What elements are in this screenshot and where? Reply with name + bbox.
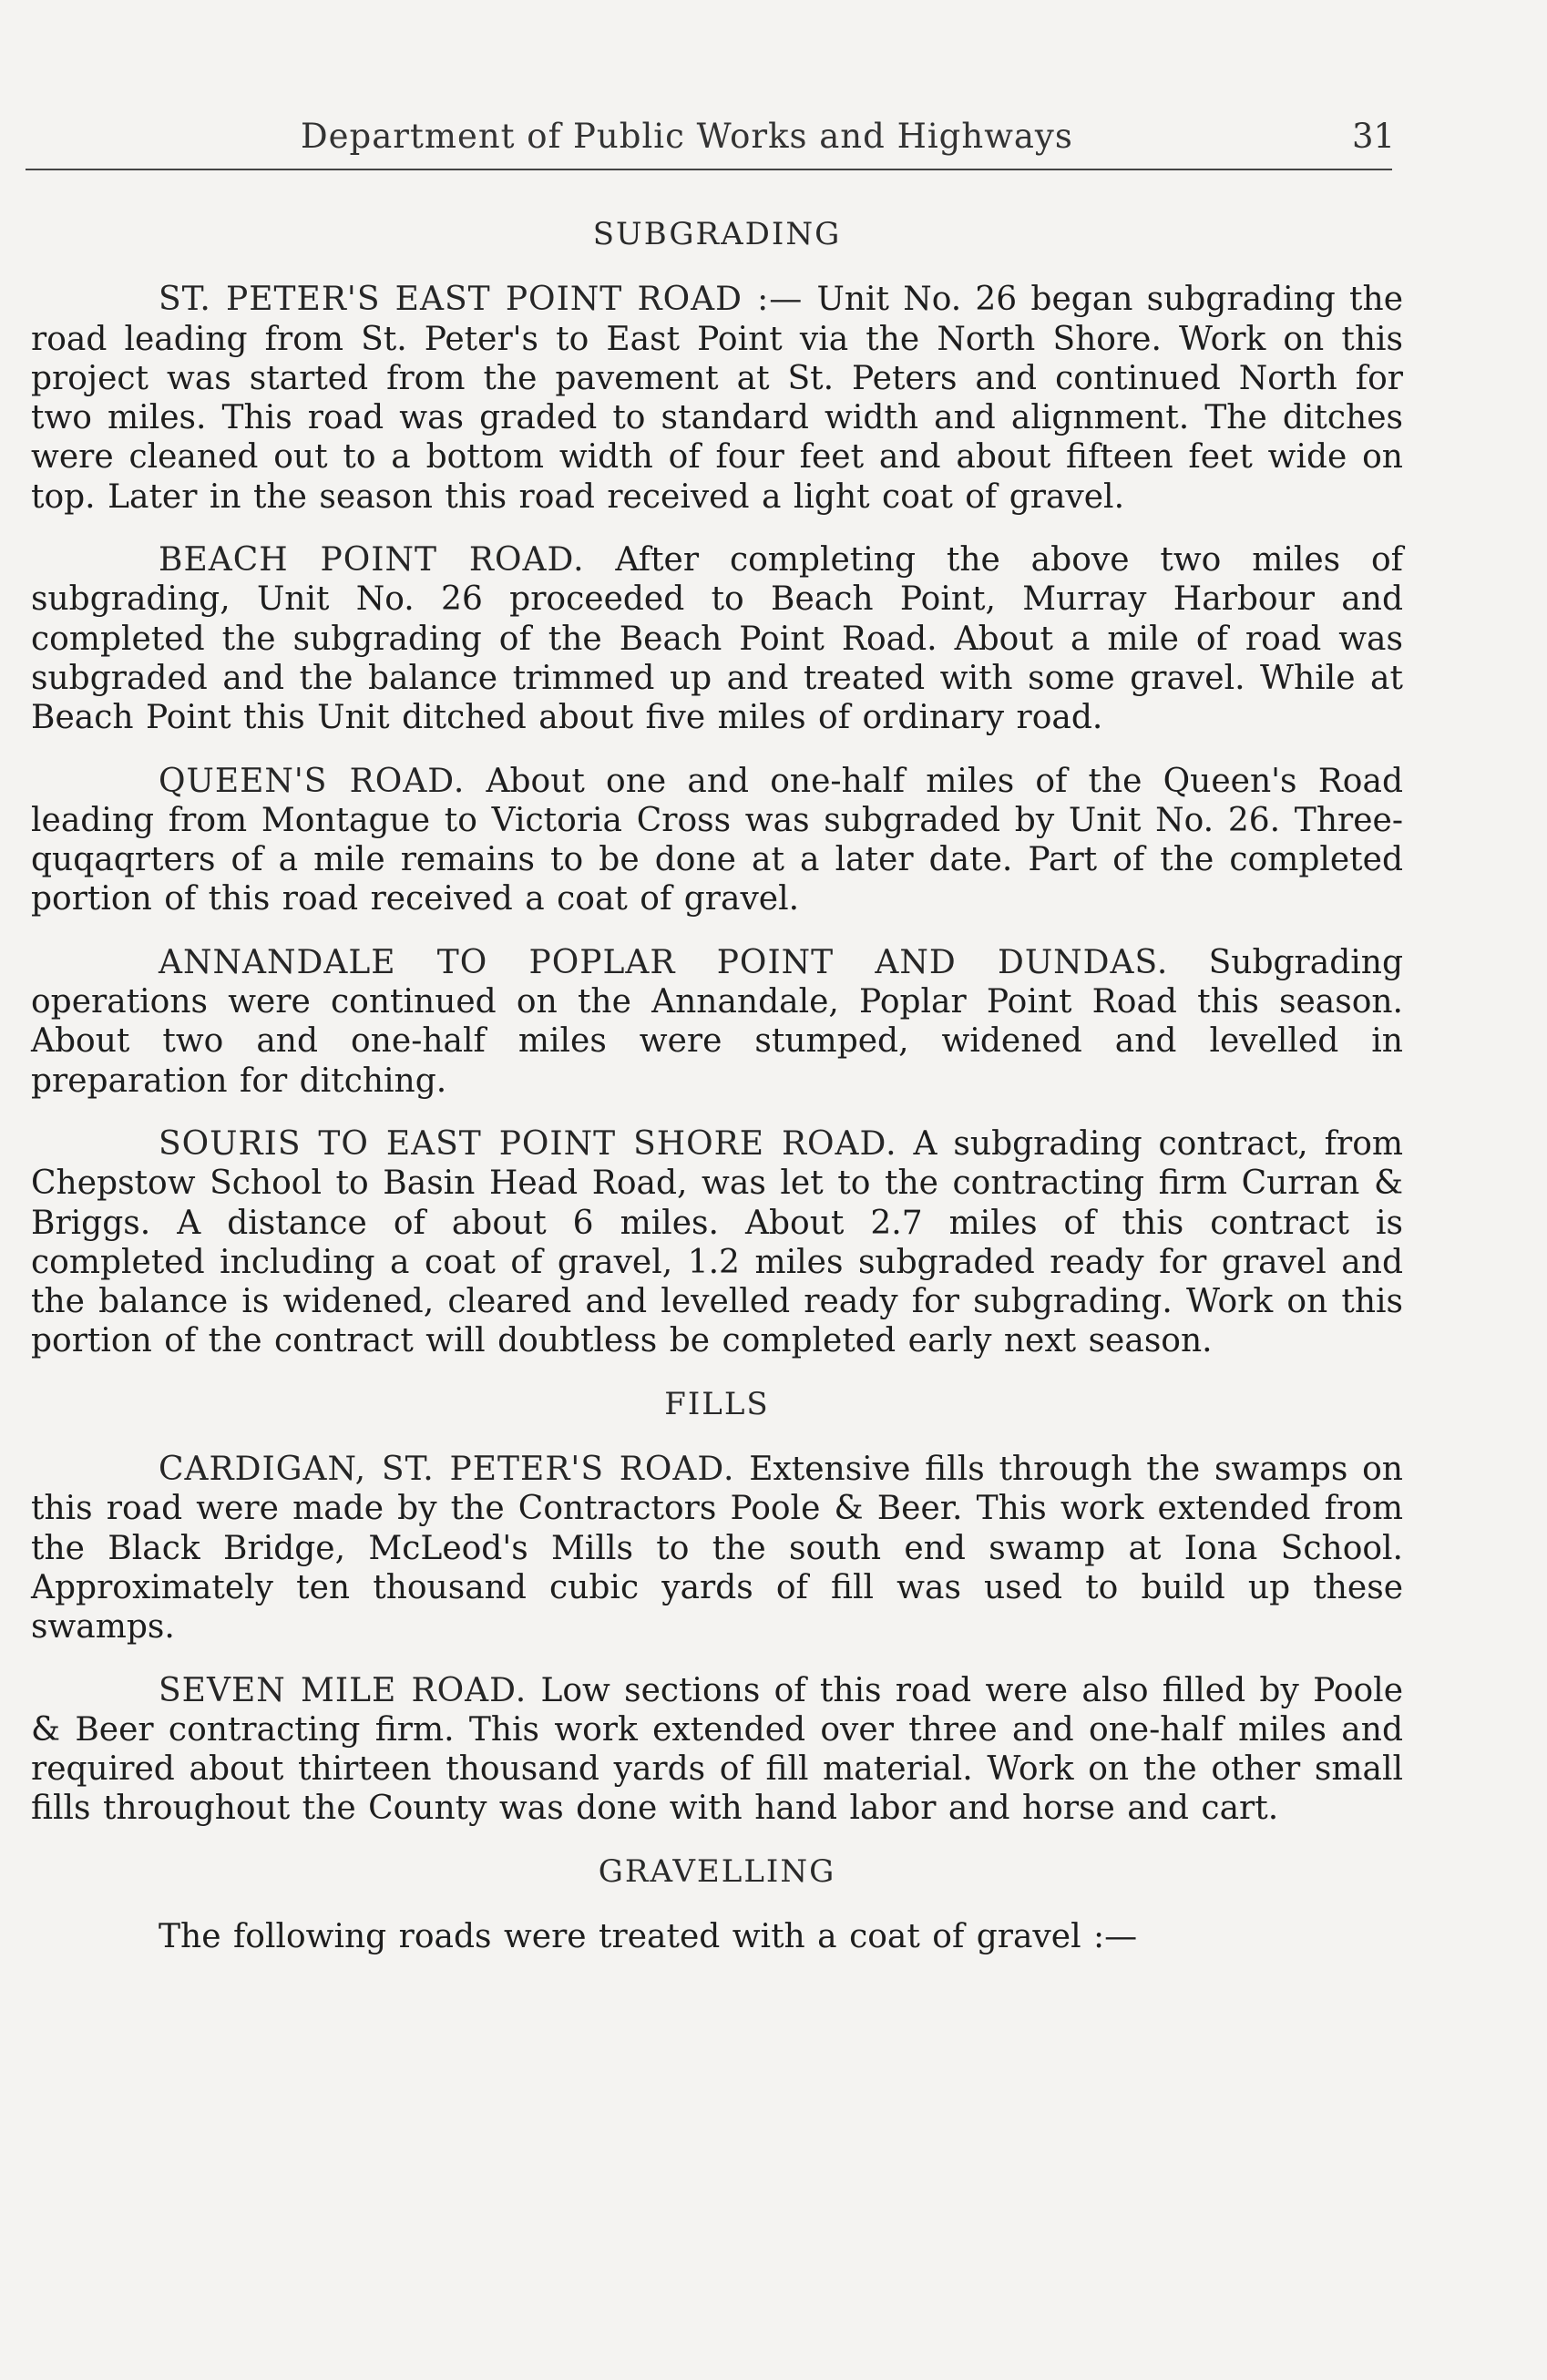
running-header xyxy=(0,108,1547,171)
paragraph-cardigan-st-peters-road xyxy=(31,1450,1403,1647)
paragraph-seven-mile-road xyxy=(31,1671,1403,1829)
section-heading-subgrading: SUBGRADING xyxy=(592,216,842,252)
paragraph-text: About one and one-half miles of the Queen's Road leading from Montague to Victoria Cross was subgraded by Unit No. 26. Three-quqaqrters of a mile remains to be done at a later date. Part of the completed portion of this road received a coat of gravel. xyxy=(31,762,1403,918)
paragraph-text: Low sections of this road were also filled by Poole & Beer contracting firm. This work extended over three and one-half miles and required about thirteen thousand yards of fill material. Work on the other small fills throughout the County was done with hand labor and horse and cart. xyxy=(31,1671,1403,1828)
paragraph-text: Unit No. 26 began subgrading the road leading from St. Peter's to East Point via the North Shore. Work on this project was started from the pavement at St. Peters and continued North for two miles. This road was graded to standard width and alignment. The ditches were cleaned out to a bottom width of four feet and about fifteen feet wide on top. Later in the season this road received a light coat of gravel. xyxy=(31,281,1404,516)
paragraph-beach-point-road xyxy=(31,540,1403,737)
paragraph-queens-road xyxy=(31,762,1403,919)
running-title: Department of Public Works and Highways xyxy=(301,117,1073,156)
paragraph-lead: SEVEN MILE ROAD. xyxy=(159,1671,528,1709)
paragraph-text: A subgrading contract, from Chepstow School to Basin Head Road, was let to the contracting firm Curran & Briggs. A distance of about 6 miles. About 2.7 miles of this contract is completed including a coat of gravel, 1.2 miles subgraded ready for gravel and the balance is widened, cleared and levelled ready for subgrading. Work on this portion of the contract will doubtless be completed early next season. xyxy=(31,1124,1404,1360)
paragraph-gravelling-intro xyxy=(31,1917,1403,1956)
paragraph-souris-to-east-point xyxy=(31,1124,1403,1361)
paragraph-lead: BEACH POINT ROAD. xyxy=(159,541,585,580)
paragraph-text: After completing the above two miles of subgrading, Unit No. 26 proceeded to Beach Point, Murray Harbour and completed the subgrading of the Beach Point Road. About a mile of road was subgraded and the balance trimmed up and treated with some gravel. While at Beach Point this Unit ditched about five miles of ordinary road. xyxy=(31,541,1404,737)
paragraph-lead: SOURIS TO EAST POINT SHORE ROAD. xyxy=(159,1124,897,1163)
paragraph-annandale-to-poplar-point xyxy=(31,943,1403,1101)
paragraph-lead: CARDIGAN, ST. PETER'S ROAD. xyxy=(159,1451,735,1489)
paragraph-text: Subgrading operations were continued on the Annandale, Poplar Point Road this season. About two and one-half miles were stumped, widened and levelled in preparation for ditching. xyxy=(31,943,1403,1100)
paragraph-text: The following roads were treated with a coat of gravel :— xyxy=(159,1917,1138,1955)
section-heading-gravelling: GRAVELLING xyxy=(598,1852,836,1890)
paragraph-text: Extensive fills through the swamps on this road were made by the Contractors Poole & Beer. This work extended from the Black Bridge, McLeod's Mills to the south end swamp at Iona School. Approximately ten thousand cubic yards of fill was used to build up these swamps. xyxy=(31,1451,1403,1647)
paragraph-lead: QUEEN'S ROAD. xyxy=(159,762,466,800)
paragraph-lead: ANNANDALE TO POPLAR POINT AND DUNDAS. xyxy=(159,943,1169,981)
section-heading-fills: FILLS xyxy=(664,1385,770,1422)
paragraph-st-peters-east-point-road xyxy=(31,280,1403,517)
header-rule xyxy=(26,169,1392,170)
paragraph-lead: ST. PETER'S EAST POINT ROAD :— xyxy=(159,281,804,319)
page-number: 31 xyxy=(1352,117,1396,156)
body-text xyxy=(31,215,1403,1956)
